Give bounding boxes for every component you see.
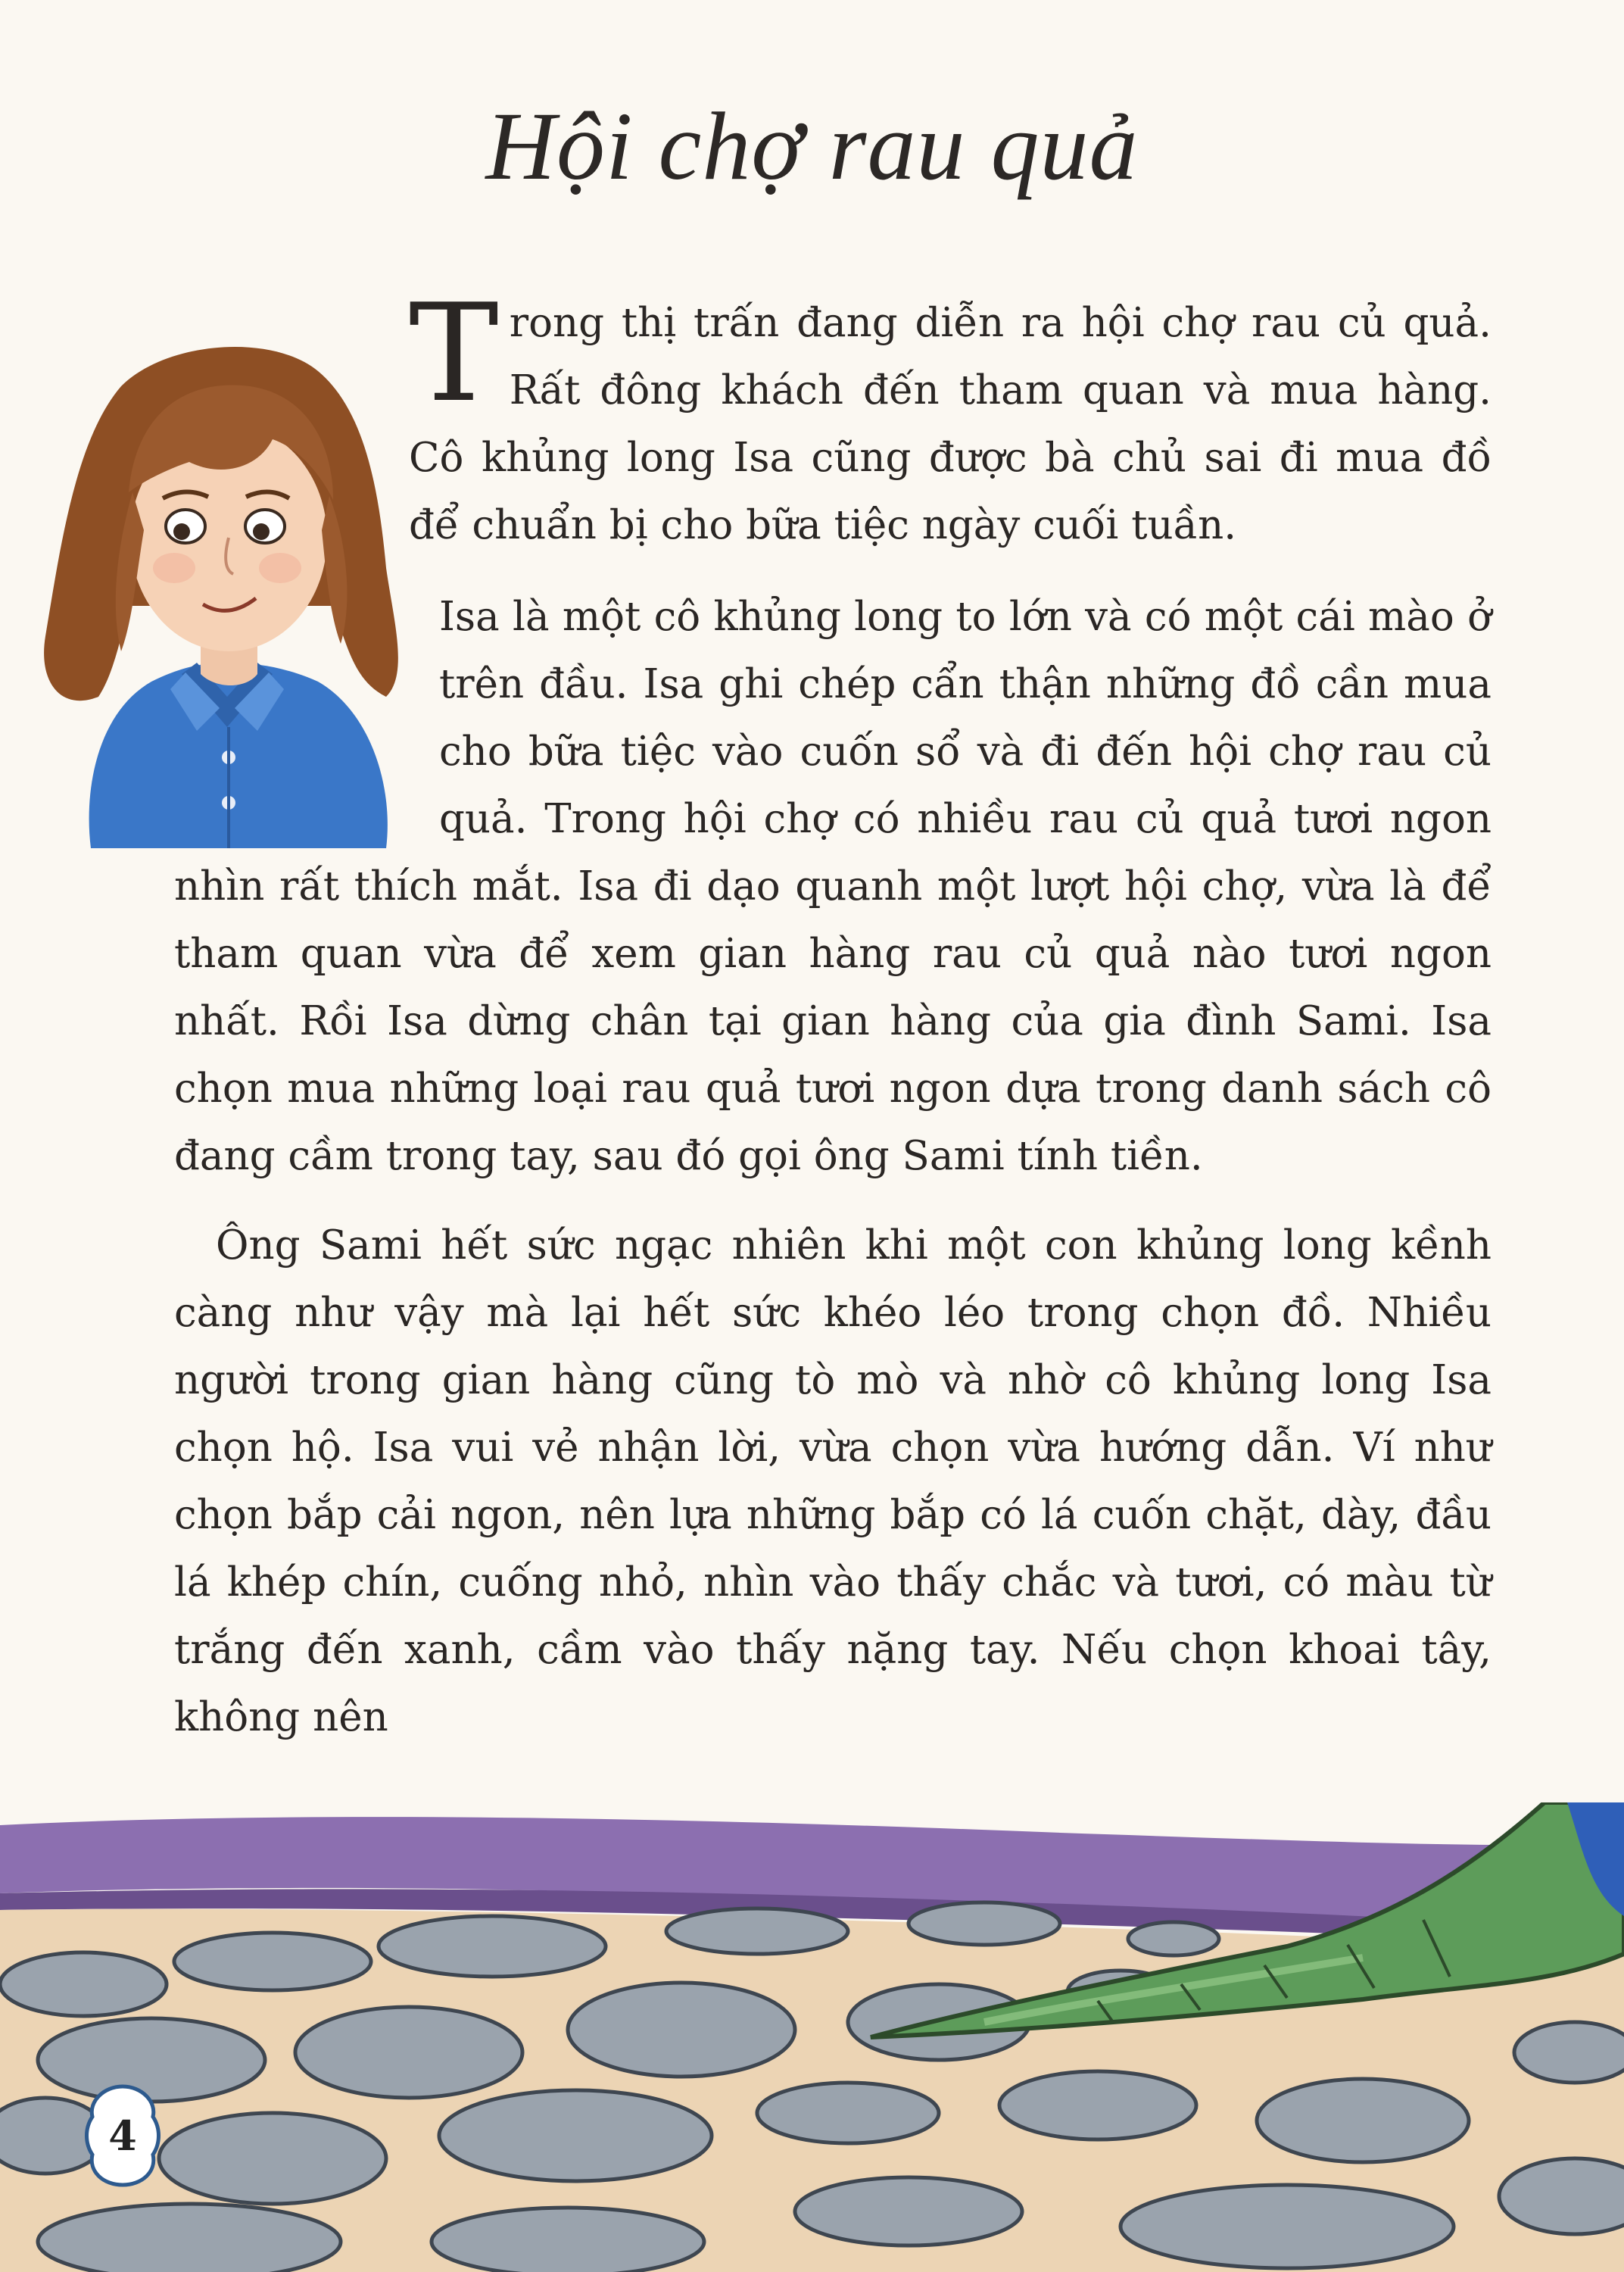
paragraph-1 — [409, 275, 1492, 559]
cobblestone-floor — [0, 1802, 1624, 2272]
drop-cap: T — [409, 275, 499, 432]
paragraph-3 — [174, 1212, 1492, 1751]
paragraph-2-text: Isa là một cô khủng long to lớn và có một cái mào ở trên đầu. Isa ghi chép cẩn thận những đồ cần mua cho bữa tiệc vào cuốn sổ và đi đến hội chợ rau củ quả. Trong hội chợ có nhiều rau củ quả tươi ngon nhìn rất thích mắt. Isa đi dạo quanh một lượt hội chợ, vừa là để tham quan vừa để xem gian hàng rau củ quả nào tươi ngon nhất. Rồi Isa dừng chân tại gian hàng của gia đình Sami. Isa chọn mua những loại rau quả tươi ngon dựa trong danh sách cô đang cầm trong tay, sau đó gọi ông Sami tính tiền. — [174, 594, 1492, 1179]
paragraph-2 — [174, 583, 1492, 1190]
paragraph-1-text: rong thị trấn đang diễn ra hội chợ rau củ quả. Rất đông khách đến tham quan và mua hàng. Cô khủng long Isa cũng được bà chủ sai đi mua đồ để chuẩn bị cho bữa tiệc ngày cuối tuần. — [409, 300, 1492, 548]
page-title: Hội chợ rau quả — [485, 92, 1139, 200]
page-number: 4 — [85, 2083, 161, 2189]
paragraph-3-text: Ông Sami hết sức ngạc nhiên khi một con khủng long kềnh càng như vậy mà lại hết sức khéo léo trong chọn đồ. Nhiều người trong gian hàng cũng tò mò và nhờ cô khủng long Isa chọn hộ. Isa vui vẻ nhận lời, vừa chọn vừa hướng dẫn. Ví như chọn bắp cải ngon, nên lựa những bắp có lá cuốn chặt, dày, đầu lá khép chín, cuống nhỏ, nhìn vào thấy chắc và tươi, có màu từ trắng đến xanh, cầm vào thấy nặng tay. Nếu chọn khoai tây, không nên — [174, 1222, 1492, 1740]
